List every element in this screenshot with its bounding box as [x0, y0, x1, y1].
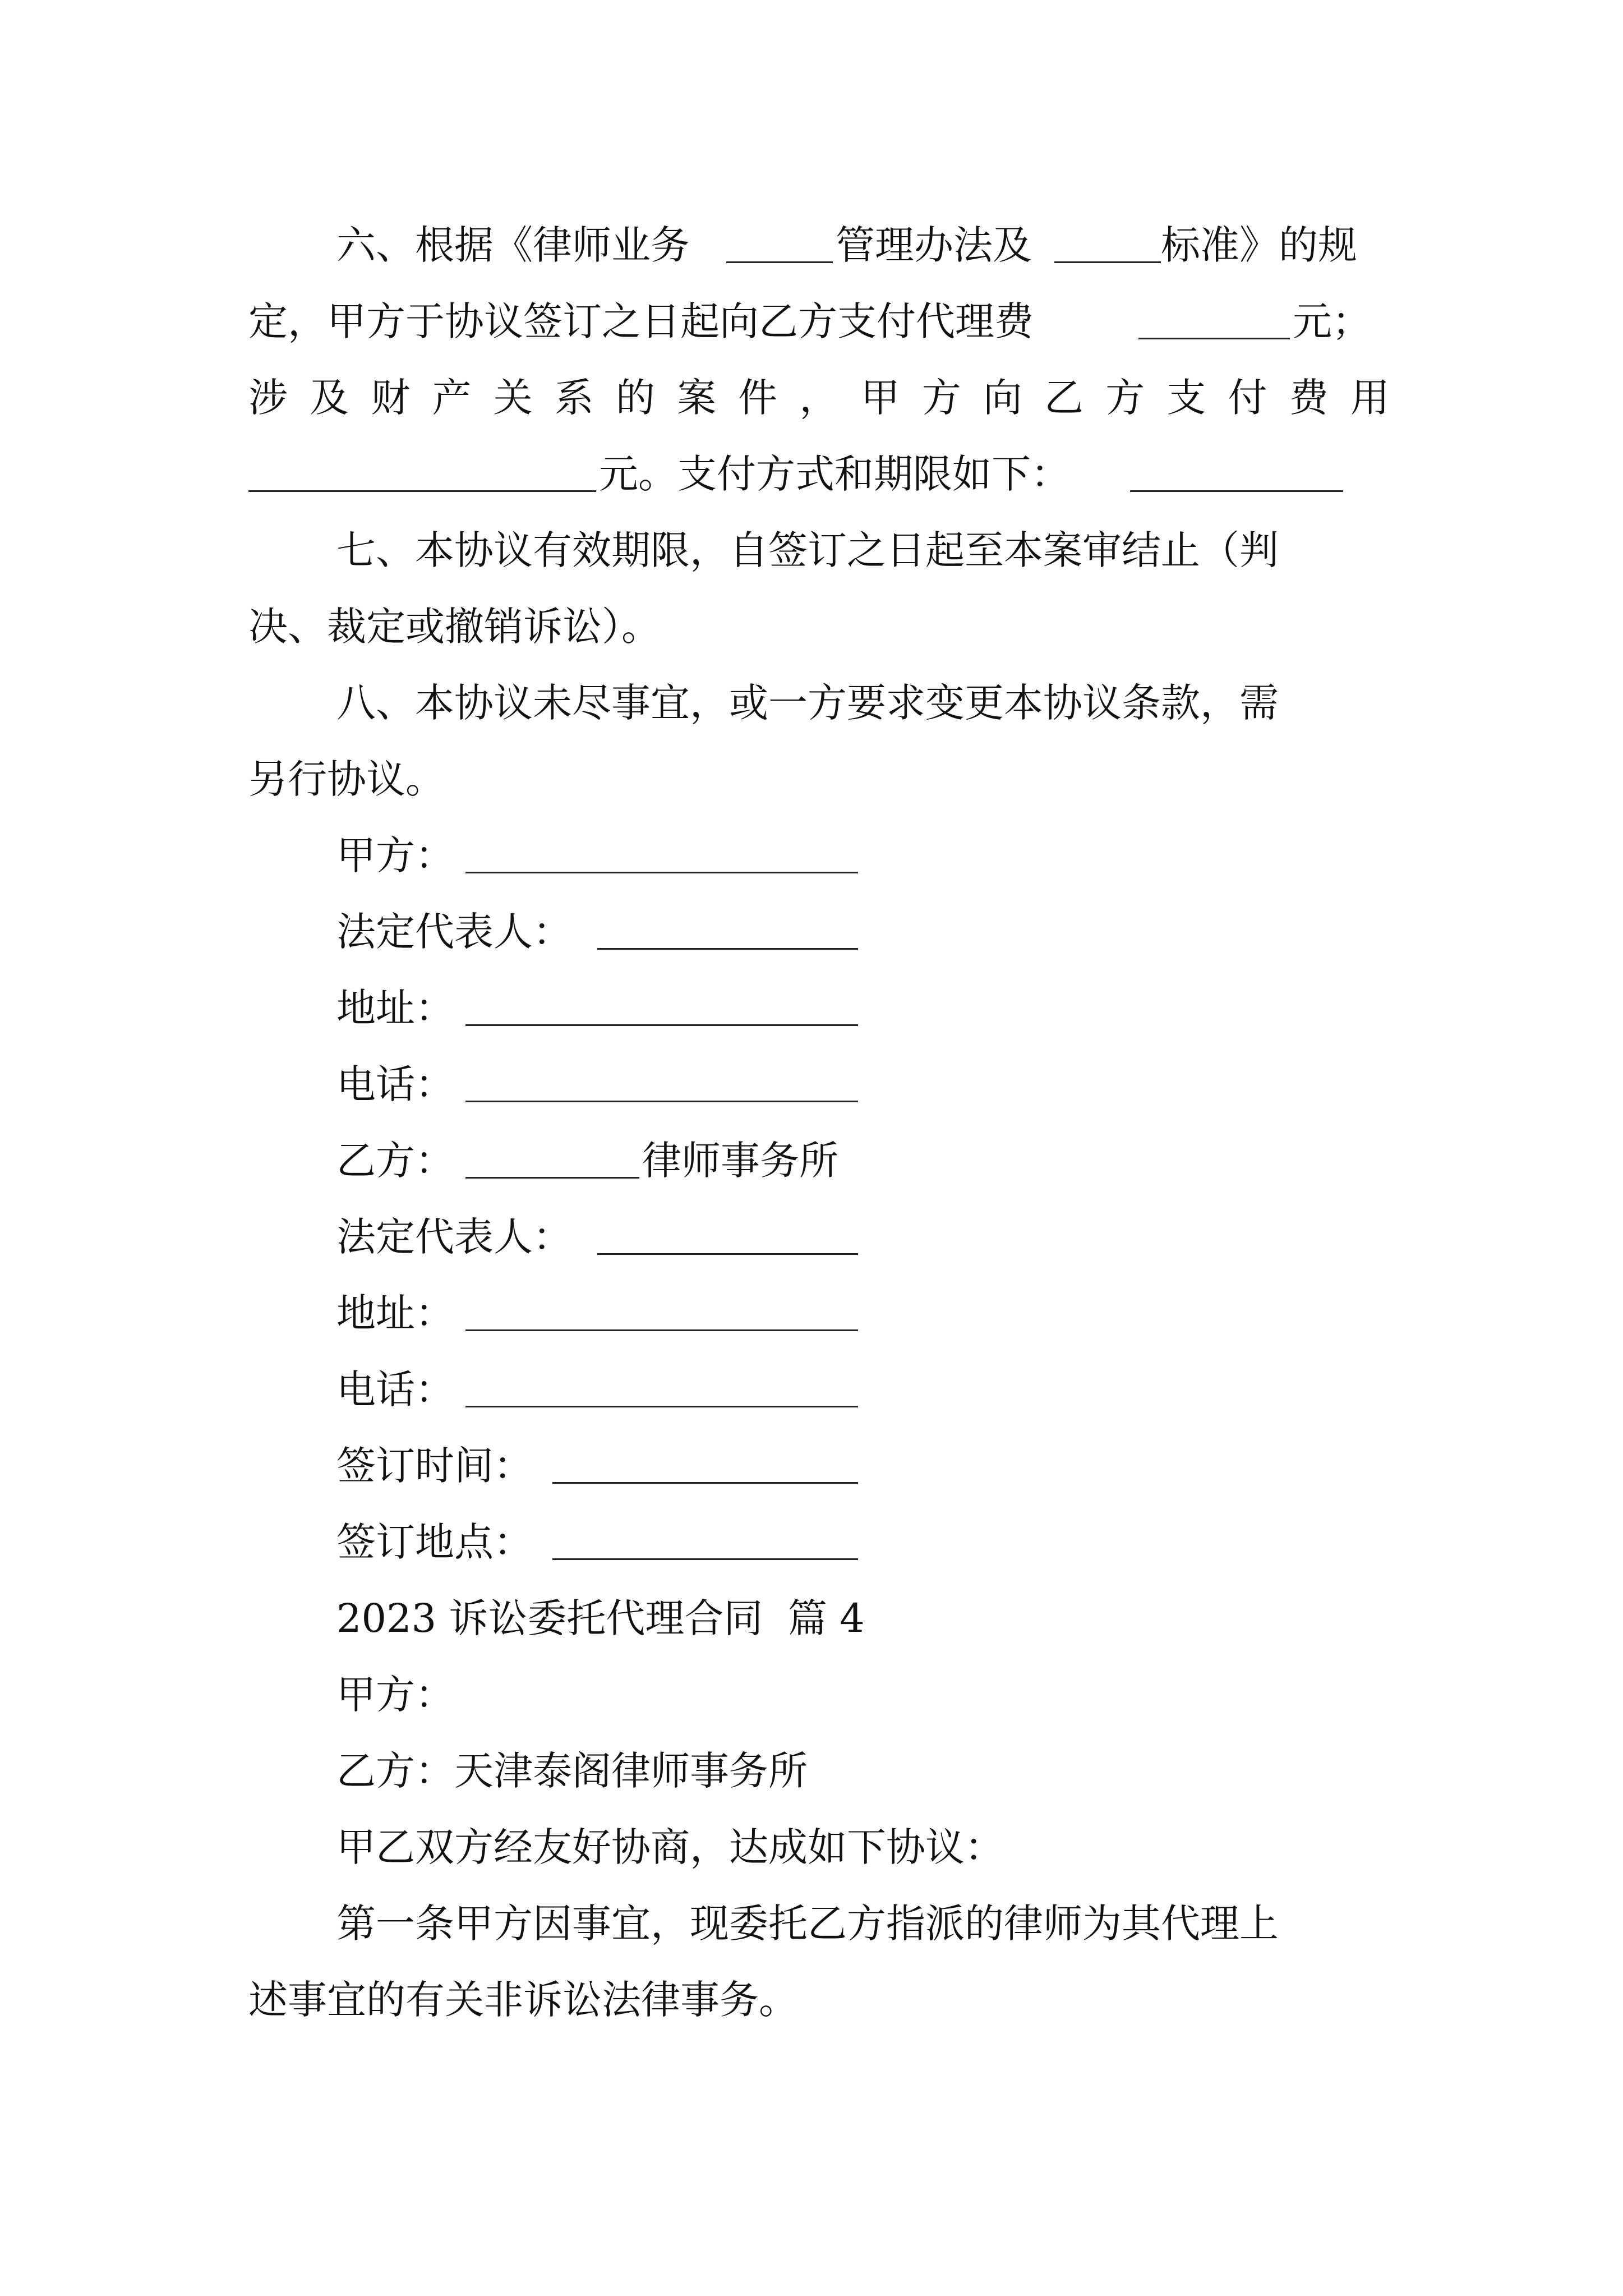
clause6-text-line4: 元。支付方式和期限如下：: [599, 451, 1070, 497]
section4-party-a: 甲方：: [336, 1672, 454, 1718]
party-a-rep-label: 法定代表人：: [336, 909, 572, 955]
clause6-line1: [0, 214, 1623, 276]
clause7-line2: [0, 596, 1623, 657]
party-b-firm-suffix: 律师事务所: [642, 1138, 838, 1184]
party-a-phone-field[interactable]: [465, 1101, 858, 1102]
clause6-line3-char: 涉: [248, 375, 288, 421]
clause7-line1: [0, 519, 1623, 581]
clause6-line3-char: 产: [432, 375, 472, 421]
clause6-line2: [0, 291, 1623, 352]
party-b-address-row: [0, 1282, 1623, 1344]
clause6-line3-char: 用: [1350, 375, 1390, 421]
party-b-rep-row: [0, 1206, 1623, 1268]
party-b-phone-field[interactable]: [465, 1406, 858, 1407]
section4-title-row: [0, 1588, 1623, 1649]
payment-terms-blank[interactable]: [1130, 490, 1343, 492]
party-a-address-label: 地址：: [336, 985, 454, 1031]
section4-party-b: 乙方：天津泰阁律师事务所: [336, 1748, 808, 1794]
clause6-line3-char: 的: [615, 375, 655, 421]
clause6-line3-char: 支: [1166, 375, 1206, 421]
blank-field[interactable]: [1054, 261, 1161, 263]
party-b-firm-field[interactable]: [465, 1177, 639, 1179]
clause6-line3-char: 件: [738, 375, 778, 421]
section4-article1-line2: [0, 1969, 1623, 2031]
clause6-line3-char: 方: [921, 375, 961, 421]
clause6-line3-char: 费: [1289, 375, 1329, 421]
clause8-line1: [0, 672, 1623, 734]
clause6-text-yuan: 元；: [1293, 298, 1371, 344]
clause6-line3: [0, 367, 1623, 429]
section4-intro: 甲乙双方经友好协商，达成如下协议：: [336, 1824, 1004, 1870]
party-a-phone-label: 电话：: [336, 1061, 454, 1107]
clause6-line3-char: 甲: [860, 375, 900, 421]
party-a-rep-field[interactable]: [597, 948, 858, 950]
clause6-text-part1: 六、根据《律师业务: [336, 222, 690, 268]
clause6-line3-char: 付: [1228, 375, 1267, 421]
fee-amount-blank[interactable]: [1138, 338, 1290, 339]
party-b-address-field[interactable]: [465, 1329, 858, 1331]
clause6-line3-char: 及: [310, 375, 349, 421]
clause8-line2: [0, 748, 1623, 810]
section4-title: 2023 诉讼委托代理合同 篇 4: [336, 1595, 865, 1641]
property-fee-blank[interactable]: [248, 490, 596, 492]
clause6-line4: [0, 443, 1623, 505]
party-a-address-row: [0, 977, 1623, 1039]
clause6-line3-char: 案: [677, 375, 717, 421]
signing-time-row: [0, 1435, 1623, 1497]
party-a-label: 甲方：: [336, 832, 454, 878]
blank-field[interactable]: [726, 261, 833, 263]
section4-intro-row: [0, 1816, 1623, 1878]
clause6-line3-justified: [248, 367, 1390, 429]
party-b-rep-field[interactable]: [597, 1253, 858, 1255]
clause6-line3-char: 财: [371, 375, 411, 421]
signing-time-label: 签订时间：: [336, 1443, 533, 1489]
section4-article1-line1: [0, 1893, 1623, 1954]
clause6-line3-char: 乙: [1044, 375, 1084, 421]
party-b-phone-row: [0, 1359, 1623, 1420]
party-b-phone-label: 电话：: [336, 1366, 454, 1412]
party-b-address-label: 地址：: [336, 1290, 454, 1336]
section4-article1-text2: 述事宜的有关非诉讼法律事务。: [248, 1977, 798, 2023]
signing-time-field[interactable]: [552, 1482, 858, 1484]
party-a-row: [0, 825, 1623, 886]
clause7-text-line2: 决、裁定或撤销诉讼）。: [248, 604, 661, 650]
clause6-line3-char: 关: [493, 375, 533, 421]
clause6-text-part3: 标准》的规: [1161, 222, 1357, 268]
party-b-label: 乙方：: [336, 1138, 454, 1184]
clause6-line3-char: 向: [983, 375, 1022, 421]
clause6-line3-char: 系: [554, 375, 594, 421]
section4-article1-text1: 第一条甲方因事宜，现委托乙方指派的律师为其代理上: [336, 1901, 1279, 1947]
section4-party-a-row: [0, 1664, 1623, 1726]
clause6-line3-char: 方: [1105, 375, 1145, 421]
section4-party-b-row: [0, 1740, 1623, 1802]
signing-place-label: 签订地点：: [336, 1519, 533, 1565]
clause6-text-line2: 定，甲方于协议签订之日起向乙方支付代理费: [248, 298, 1034, 344]
party-b-rep-label: 法定代表人：: [336, 1214, 572, 1260]
clause7-text-line1: 七、本协议有效期限，自签订之日起至本案审结止（判: [336, 527, 1279, 573]
party-a-name-field[interactable]: [465, 872, 858, 873]
party-a-phone-row: [0, 1053, 1623, 1115]
clause8-text-line2: 另行协议。: [248, 756, 445, 802]
clause6-text-part2: 管理办法及: [836, 222, 1032, 268]
clause8-text-line1: 八、本协议未尽事宜，或一方要求变更本协议条款，需: [336, 680, 1279, 726]
party-b-row: [0, 1130, 1623, 1191]
clause6-line3-char: ，: [799, 375, 839, 421]
party-a-rep-row: [0, 901, 1623, 963]
signing-place-field[interactable]: [552, 1558, 858, 1560]
party-a-address-field[interactable]: [465, 1024, 858, 1026]
signing-place-row: [0, 1511, 1623, 1573]
